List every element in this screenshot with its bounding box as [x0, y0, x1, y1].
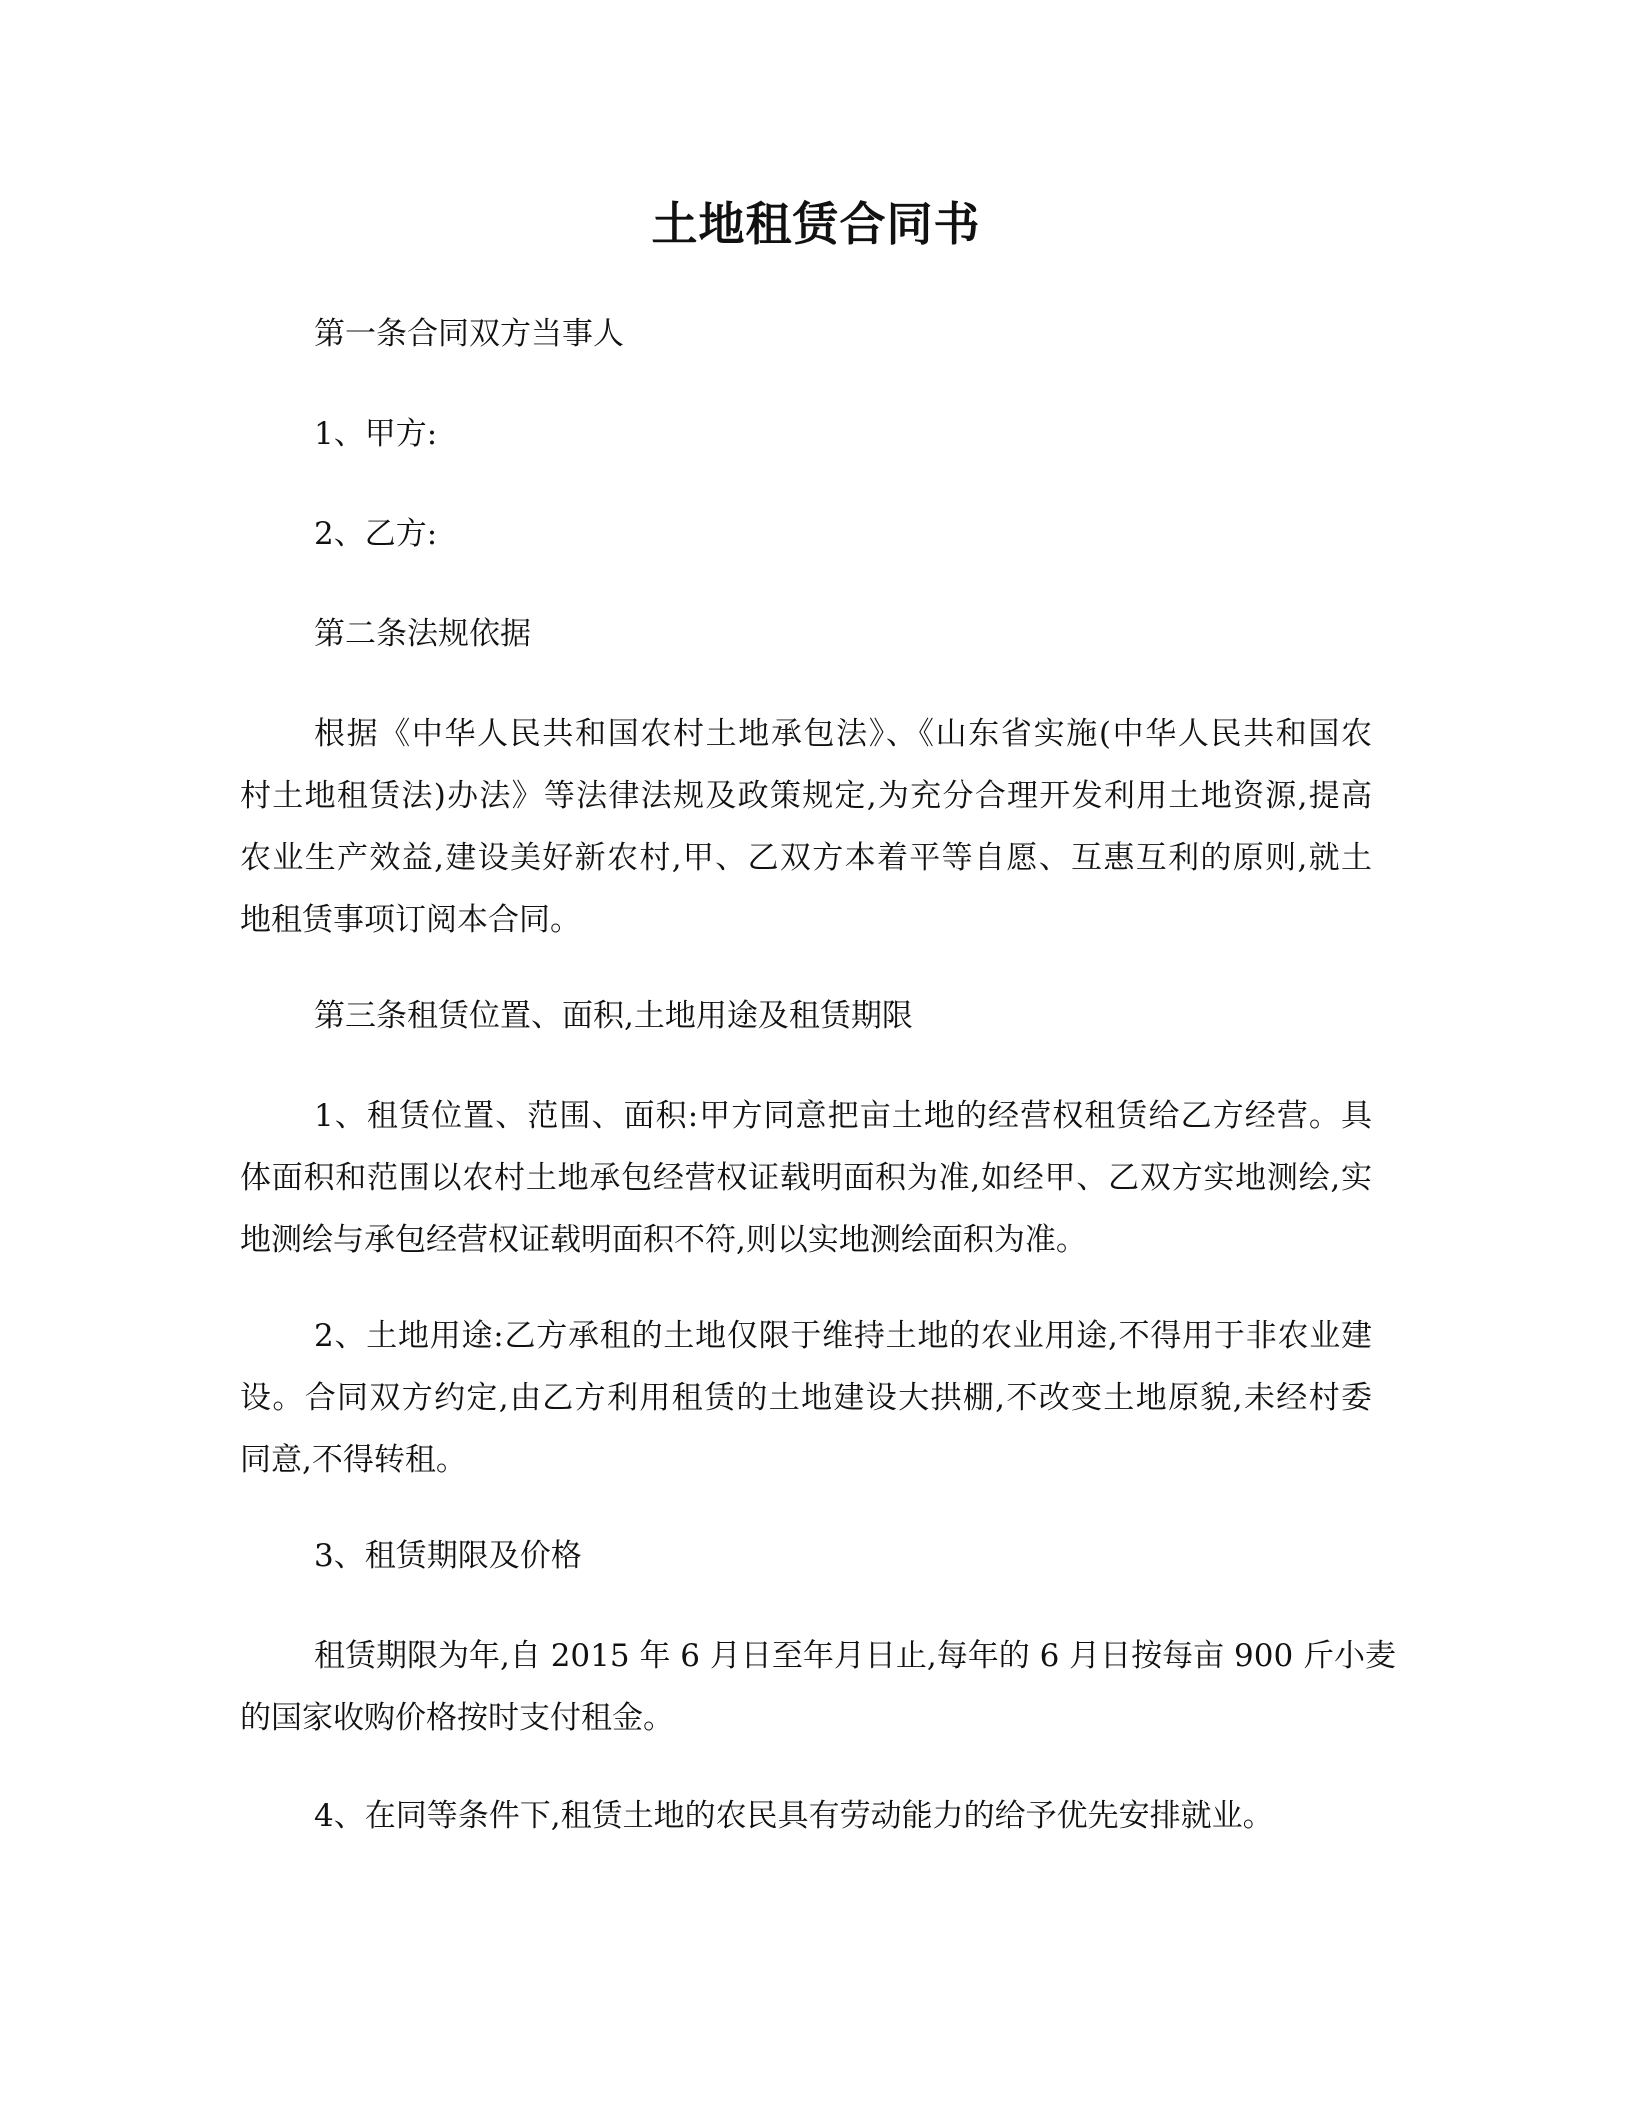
- article-1-heading: 第一条合同双方当事人: [314, 316, 624, 352]
- article-3-item-3-heading: 3、租赁期限及价格: [314, 1538, 582, 1574]
- article-3-item-4-line: 4、在同等条件下,租赁土地的农民具有劳动能力的给予优先安排就业。: [314, 1798, 1274, 1834]
- article-3-heading: 第三条租赁位置、面积,土地用途及租赁期限: [314, 998, 913, 1034]
- article-3-item-1-line: 地测绘与承包经营权证载明面积不符,则以实地测绘面积为准。: [240, 1222, 1087, 1258]
- article-2-paragraph-line: 地租赁事项订阅本合同。: [240, 902, 581, 938]
- article-3-item-2-line: 2、土地用途:乙方承租的土地仅限于维持土地的农业用途,不得用于非农业建: [314, 1318, 1372, 1354]
- article-3-item-1-line: 体面积和范围以农村土地承包经营权证载明面积为准,如经甲、乙双方实地测绘,实: [240, 1160, 1372, 1196]
- article-3-item-3-line: 租赁期限为年,自 2015 年 6 月日至年月日止,每年的 6 月日按每亩 900 斤小麦: [314, 1638, 1397, 1674]
- article-3-item-2-line: 设。合同双方约定,由乙方利用租赁的土地建设大拱棚,不改变土地原貌,未经村委: [240, 1380, 1372, 1416]
- party-b-line: 2、乙方:: [314, 516, 438, 552]
- article-3-item-2-line: 同意,不得转租。: [240, 1442, 467, 1478]
- article-2-paragraph-line: 村土地租赁法)办法》等法律法规及政策规定,为充分合理开发利用土地资源,提高: [240, 778, 1372, 814]
- party-a-line: 1、甲方:: [314, 416, 438, 452]
- article-3-item-1-line: 1、租赁位置、范围、面积:甲方同意把亩土地的经营权租赁给乙方经营。具: [314, 1098, 1372, 1134]
- document-title: 土地租赁合同书: [651, 197, 981, 251]
- article-2-paragraph-line: 农业生产效益,建设美好新农村,甲、乙双方本着平等自愿、互惠互利的原则,就土: [240, 840, 1372, 876]
- article-2-paragraph-line: 根据《中华人民共和国农村土地承包法》、《山东省实施(中华人民共和国农: [314, 716, 1372, 752]
- article-2-heading: 第二条法规依据: [314, 616, 531, 652]
- article-3-item-3-line: 的国家收购价格按时支付租金。: [240, 1700, 674, 1736]
